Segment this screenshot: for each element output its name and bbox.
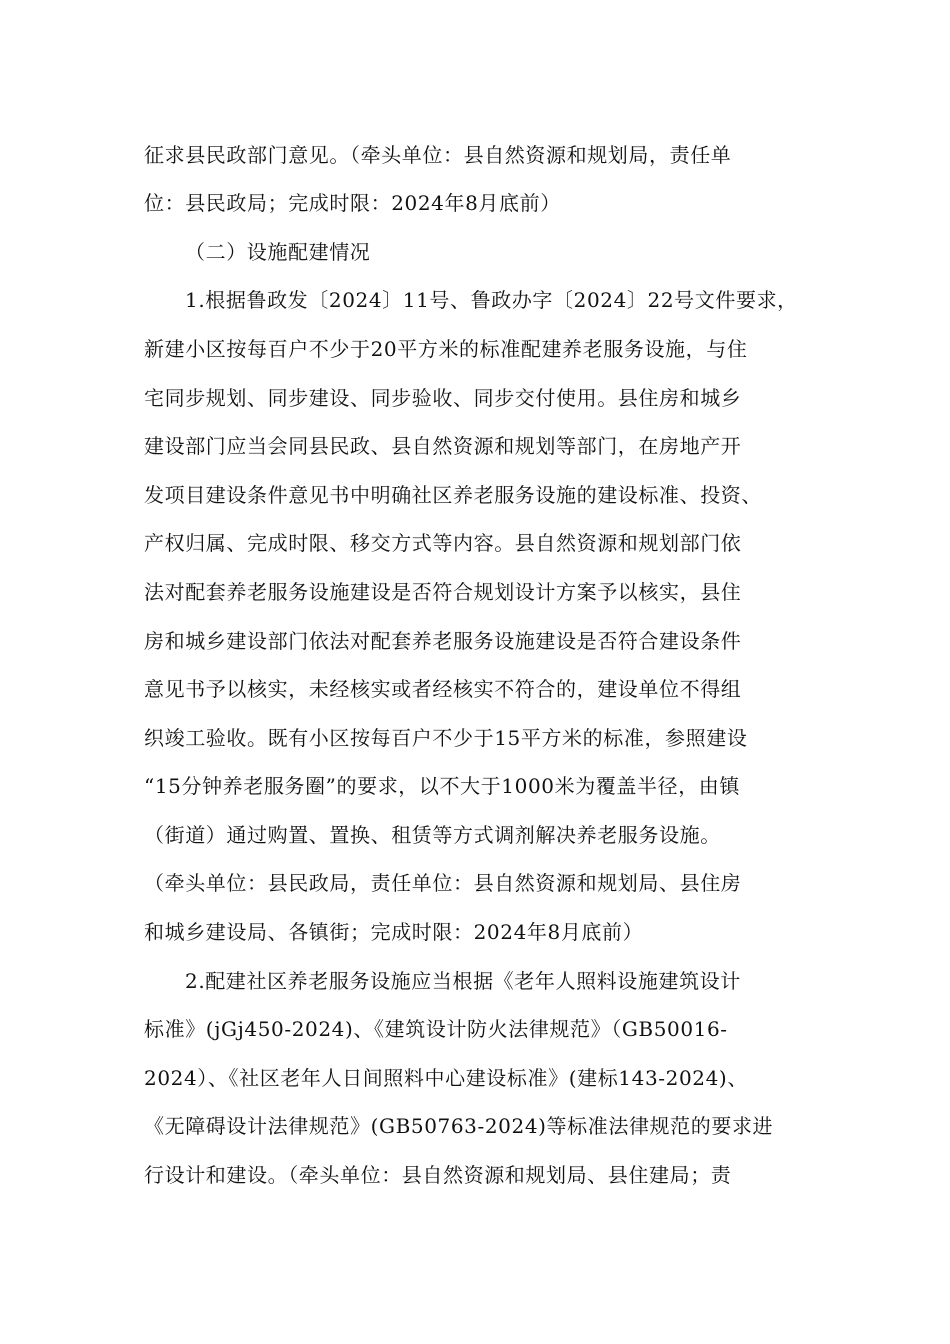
text-line-17: 和城乡建设局、各镇街；完成时限：2024年8月底前） — [144, 920, 644, 944]
text-line-10: 法对配套养老服务设施建设是否符合规划设计方案予以核实，县住 — [144, 580, 742, 604]
text-line-16: （牵头单位：县民政局，责任单位：县自然资源和规划局、县住房 — [144, 871, 742, 895]
text-line-1: 征求县民政部门意见。（牵头单位：县自然资源和规划局，责任单 — [144, 143, 732, 167]
text-line-15: （街道）通过购置、置换、租赁等方式调剂解决养老服务设施。 — [144, 823, 721, 847]
text-line-12: 意见书予以核实，未经核实或者经核实不符合的，建设单位不得组 — [144, 677, 742, 701]
text-line-6: 宅同步规划、同步建设、同步验收、同步交付使用。县住房和城乡 — [144, 386, 742, 410]
text-line-14: “15分钟养老服务圈”的要求，以不大于1000米为覆盖半径，由镇 — [144, 774, 740, 798]
text-line-9: 产权归属、完成时限、移交方式等内容。县自然资源和规划部门依 — [144, 531, 742, 555]
text-line-22: 行设计和建设。（牵头单位：县自然资源和规划局、县住建局；责 — [144, 1163, 732, 1187]
text-line-8: 发项目建设条件意见书中明确社区养老服务设施的建设标准、投资、 — [144, 483, 762, 507]
text-line-5: 新建小区按每百户不少于20平方米的标准配建养老服务设施，与住 — [144, 337, 748, 361]
text-line-11: 房和城乡建设部门依法对配套养老服务设施建设是否符合建设条件 — [144, 629, 742, 653]
text-line-19: 标准》(jGj450-2024)、《建筑设计防火法律规范》（GB50016- — [144, 1017, 728, 1041]
section-heading: （二）设施配建情况 — [185, 240, 371, 264]
text-line-2: 位：县民政局；完成时限：2024年8月底前） — [144, 191, 561, 215]
text-line-4: 1.根据鲁政发〔2024〕11号、鲁政办字〔2024〕22号文件要求， — [185, 288, 798, 312]
text-line-13: 织竣工验收。既有小区按每百户不少于15平方米的标准，参照建设 — [144, 726, 748, 750]
text-line-18: 2.配建社区养老服务设施应当根据《老年人照料设施建筑设计 — [185, 969, 741, 993]
text-line-7: 建设部门应当会同县民政、县自然资源和规划等部门，在房地产开 — [144, 434, 742, 458]
text-line-20: 2024）、《社区老年人日间照料中心建设标准》(建标143-2024)、 — [144, 1066, 748, 1090]
text-line-21: 《无障碍设计法律规范》(GB50763-2024)等标准法律规范的要求进 — [144, 1114, 774, 1138]
